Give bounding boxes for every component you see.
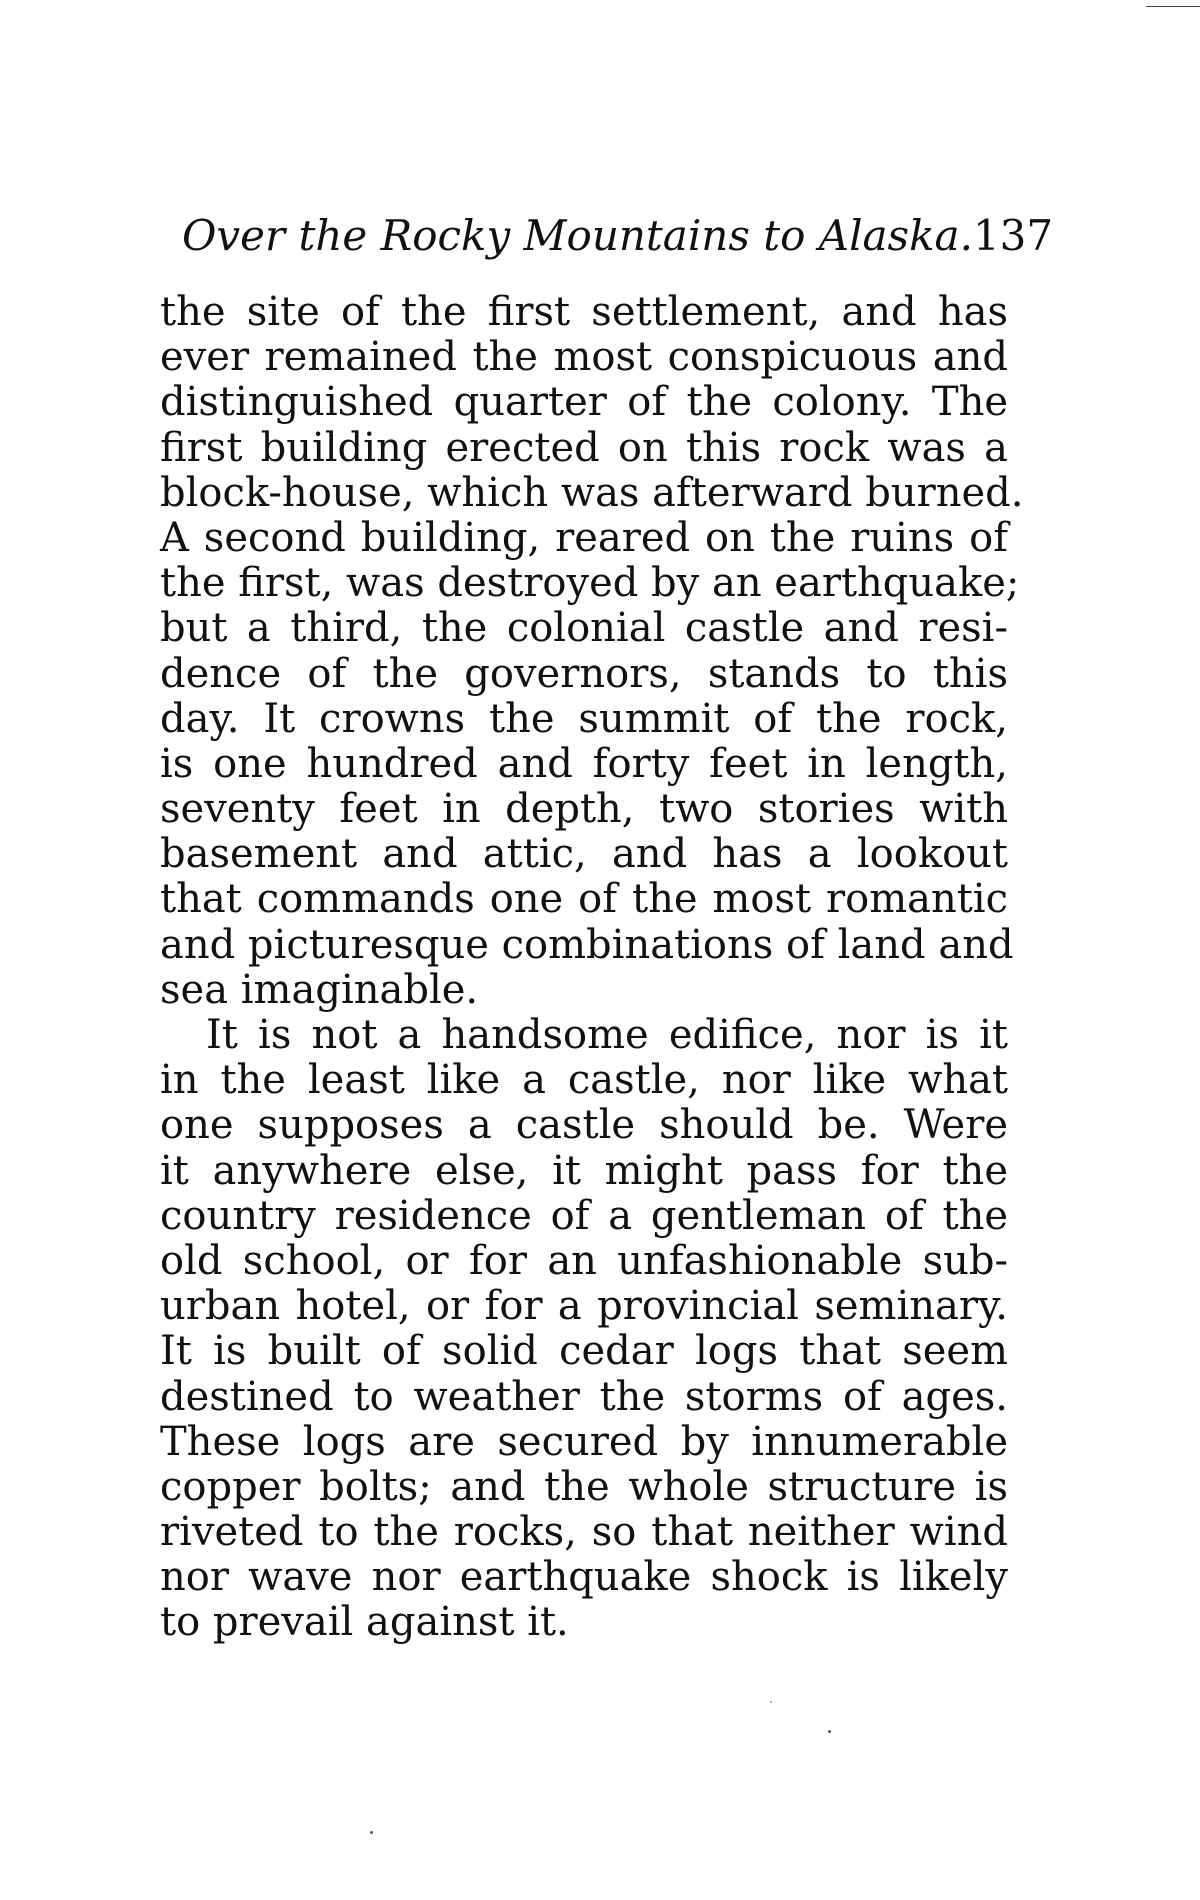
body-text [160,289,1024,1646]
text-line: block-house, which was afterward burned. [160,469,1024,516]
text-line: seventy feet in depth, two stories with [160,786,1008,833]
text-line: that commands one of the most romantic [160,876,1008,923]
text-line: destined to weather the storms of ages. [160,1373,1008,1420]
text-line: distinguished quarter of the colony. The [160,379,1008,426]
text-line: to prevail against it. [160,1599,569,1646]
text-line: copper bolts; and the whole structure is [160,1463,1008,1510]
text-line: one supposes a castle should be. Were [160,1102,1008,1149]
text-line: It is built of solid cedar logs that seem [160,1328,1008,1375]
text-line: it anywhere else, it might pass for the [160,1147,1008,1194]
running-head [182,208,1054,264]
text-line: day. It crowns the summit of the rock, [160,695,1008,742]
text-line: nor wave nor earthquake shock is likely [160,1554,1008,1601]
text-line: urban hotel, or for a provincial seminary. [160,1283,1008,1330]
scan-speck [828,1730,831,1733]
text-line: the site of the first settlement, and has [160,289,1008,335]
text-line: and picturesque combinations of land and [160,921,1014,968]
text-line: in the least like a castle, nor like what [160,1057,1008,1104]
paragraph-1 [160,289,1024,1013]
text-line: riveted to the rocks, so that neither wind [160,1509,1008,1556]
text-line: basement and attic, and has a lookout [160,831,1008,878]
paragraph-2 [160,1013,1008,1646]
text-line: ever remained the most conspicuous and [160,334,1008,381]
scan-speck [370,1831,373,1834]
text-line: A second building, reared on the ruins of [160,514,1008,561]
text-line: dence of the governors, stands to this [160,650,1008,697]
text-line: These logs are secured by innumerable [160,1418,1008,1465]
running-head-title: Over the Rocky Mountains to Alaska. [182,211,973,260]
text-line: the first, was destroyed by an earthquake; [160,560,1020,607]
text-line: It is not a handsome edifice, nor is it [206,1012,1008,1058]
scan-edge-mark [1146,6,1200,7]
text-line: country residence of a gentleman of the [160,1192,1008,1239]
text-line: first building erected on this rock was a [160,424,1008,471]
text-line: old school, or for an unfashionable sub- [160,1237,1008,1284]
scan-speck [770,1701,772,1703]
text-line: but a third, the colonial castle and resi- [160,605,1008,652]
text-line: is one hundred and forty feet in length, [160,740,1008,787]
page-number: 137 [972,211,1054,260]
text-line: sea imaginable. [160,966,479,1013]
